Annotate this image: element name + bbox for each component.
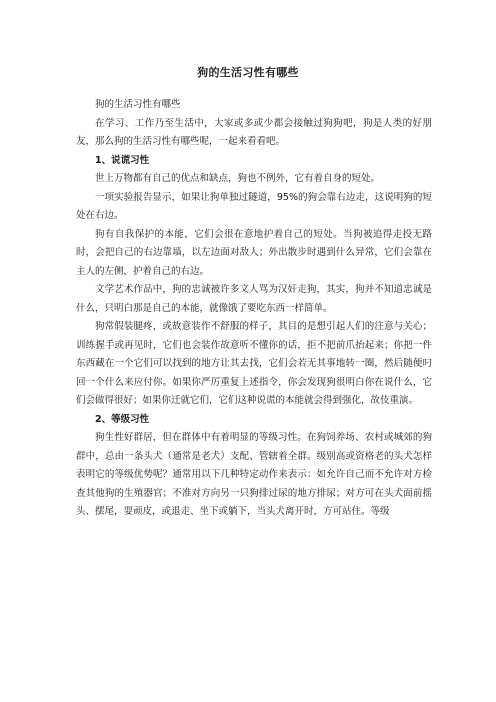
section-heading-hierarchy: 2、等级习性 <box>95 413 150 425</box>
paragraph: 一项实验报告显示，如果让狗单独过隧道，95%的狗会靠右边走，这说明狗的短处在右边。 <box>76 191 432 221</box>
paragraph: 文学艺术作品中，狗的忠诚被许多文人骂为汉奸走狗，其实，狗并不知道忠诚是什么，只明白那是自己的本能，就像饿了要吃东西一样简单。 <box>76 284 432 314</box>
document-body <box>76 96 432 522</box>
paragraph: 狗有自我保护的本能，它们会很在意地护着自己的短处。当狗被追得走投无路时，会把自己的右边靠墙，以左边面对敌人；外出散步时遇到什么异常，它们会靠在主人的左侧，护着自己的右边。 <box>76 228 432 277</box>
paragraph: 狗生性好群居，但在群体中有着明显的等级习性。在狗饲养场、农村或城郊的狗群中，总由一条头犬（通常是老犬）支配、管辖着全群。级别高或资格老的头犬怎样表明它的等级优势呢？通常用以下几种特定动作来表示：如允许自己而不允许对方检查其他狗的生殖器官；不准对方向另一只狗排过尿的地方排尿；对方可在头犬面前摇头、摆尾，耍顽皮，或退走、坐下或躺下，当头犬离开时，方可站住。等级 <box>76 432 432 517</box>
paragraph: 世上万物都有自己的优点和缺点，狗也不例外，它有着自身的短处。 <box>95 173 381 184</box>
paragraph: 狗常假装腿疼，或故意装作不舒服的样子，其目的是想引起人们的注意与关心；训练握手或再见时，它们也会装作故意听不懂你的话，拒不把前爪抬起来；你把一件东西藏在一个它们可以找到的地方让其去找，它们会若无其事地转一圈，然后随便叼回一个什么来应付你。如果你严厉重复上述指令，你会发现狗很明白你在说什么，它们会做得很好；如果你迁就它们，它们这种说谎的本能就会得到强化，故伎重演。 <box>76 321 432 406</box>
section-heading-lying: 1、说谎习性 <box>95 154 150 166</box>
intro-paragraph: 在学习、工作乃至生活中，大家或多或少都会接触过狗狗吧，狗是人类的好朋友，那么狗的生活习性有哪些呢，一起来看看吧。 <box>76 117 432 147</box>
document-title: 狗的生活习性有哪些 <box>197 66 299 79</box>
intro-subtitle: 狗的生活习性有哪些 <box>95 99 181 110</box>
